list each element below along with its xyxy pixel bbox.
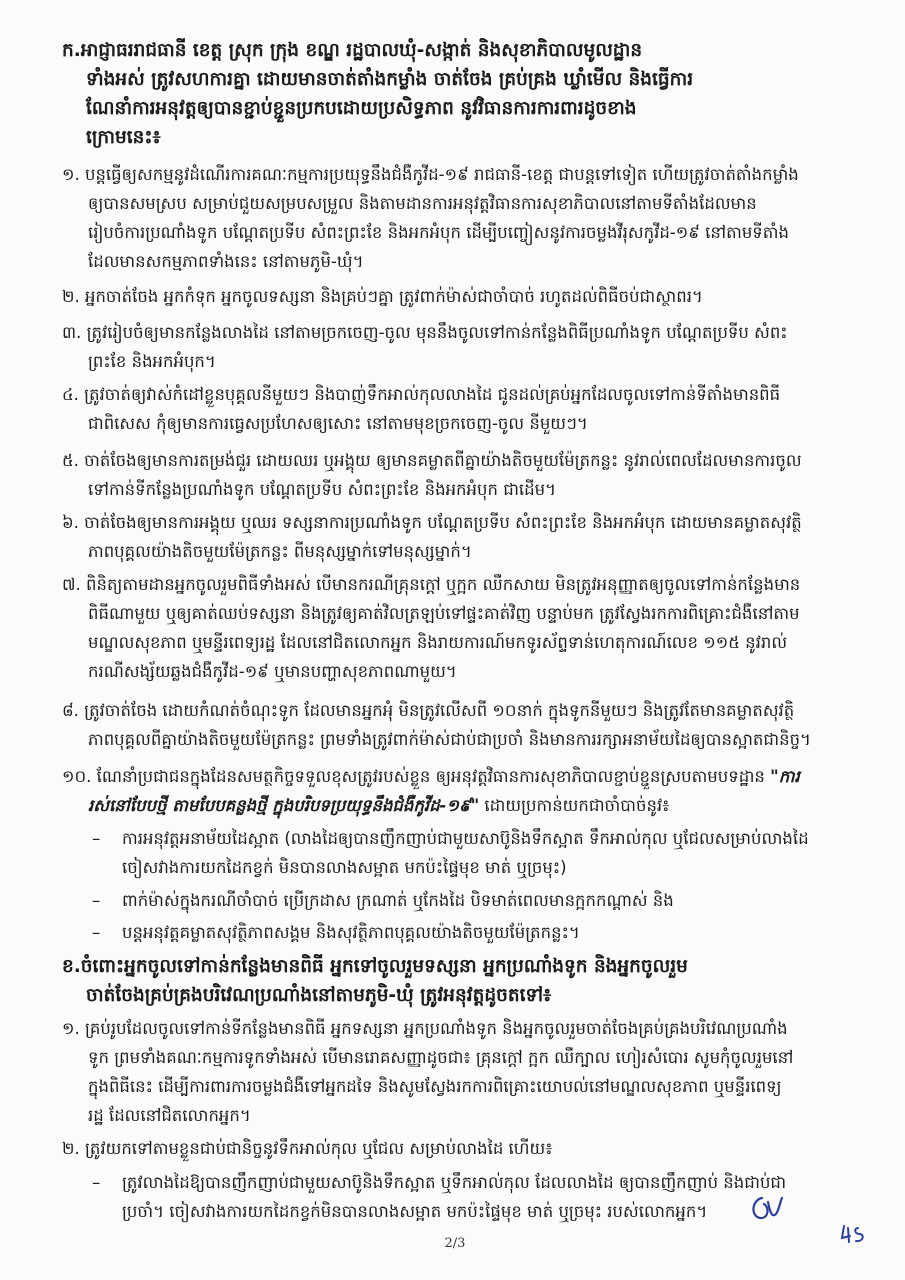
- bullet-item-kha: [92, 1168, 844, 1226]
- item-line: ១. គ្រប់រូបដែលចូលទៅកាន់ទីកន្លែងមានពិធី អ្នកទស្សនា អ្នកប្រណាំងទូក និងអ្នកចូលរួមចាត់ចែងគ្រប់គ្រងបរិវេណប្រណាំង: [62, 1019, 788, 1038]
- item-line: ឲ្យបានសមស្រប សម្រាប់ជួយសម្របសម្រួល និងតាមដានការអនុវត្តវិធានការសុខាភិបាលនៅតាមទីតាំងដែលមាន: [88, 194, 757, 213]
- item-line: ៥. ចាត់ចែងឲ្យមានការតម្រង់ជួរ ដោយឈរ ឬអង្គុយ ឲ្យមានគម្លាតពីគ្នាយ៉ាងតិចមួយម៉ែត្រកន្លះ នូវរាល់ពេលដែលមានការចូល: [62, 451, 802, 470]
- bullet-item-3: [92, 918, 844, 947]
- bullet-text: ការអនុវត្តអនាម័យដៃស្អាត (លាងដៃឲ្យបានញឹកញាប់ជាមួយសាប៊ូនិងទឹកស្អាត ទឹកអាល់កុល ឬជែលសម្រាប់លាងដៃ: [122, 829, 809, 848]
- page-number: 2/3: [444, 1236, 466, 1251]
- list-item-6: [62, 508, 842, 566]
- item-line: [62, 762, 842, 791]
- heading-line: ក.អាជ្ញាធររាជធានី ខេត្ត ស្រុក ក្រុង ខណ្ឌ រដ្ឋបាលឃុំ-សង្កាត់ និងសុខាភិបាលមូលដ្ឋាន: [62, 40, 643, 61]
- list-item-kha-1: [62, 1014, 842, 1130]
- item-line: ទូក ព្រមទាំងគណៈកម្មការទូកទាំងអស់ បើមានរោគសញ្ញាដូចជា៖ គ្រុនក្តៅ ក្អក ឈឺក្បាល ហៀរសំបោរ សូមកុំចូលរួមនៅ: [88, 1048, 794, 1067]
- item-text: ដោយប្រកាន់យកជាចាំបាច់នូវ៖: [479, 796, 670, 815]
- item-line: ពិធីណាមួយ ឬឲ្យគាត់ឈប់ទស្សនា និងត្រូវឲ្យគាត់វិលត្រឡប់ទៅផ្ទះគាត់វិញ បន្ទាប់មក ត្រូវស្វែងរកការពិគ្រោះជំងឺនៅតាម: [88, 604, 800, 623]
- item-line: ៦. ចាត់ចែងឲ្យមានការអង្គុយ ឬឈរ ទស្សនាការប្រណាំងទូក បណ្តែតប្រទីប សំពះព្រះខែ និងអកអំបុក ដោយមានគម្លាតសុវត្ថិ: [62, 513, 802, 532]
- quoted-standard-title: រស់នៅបែបថ្មី តាមបែបគន្លងថ្មី ក្នុងបរិបទប្រយុទ្ធនឹងជំងឺកូវីដ-១៩": [88, 796, 480, 815]
- dash-marker: –: [92, 829, 101, 848]
- bullet-line: [92, 1168, 844, 1197]
- handwritten-initial: [748, 1192, 788, 1226]
- handwritten-initial: [838, 1222, 872, 1246]
- item-line: [62, 791, 842, 820]
- bullet-line: ចៀសវាងការយកដៃកខ្វក់ មិនបានលាងសម្អាត មកប៉ះផ្ទៃមុខ មាត់ ឬច្រមុះ): [122, 858, 567, 877]
- heading-line: ចាត់ចែងគ្រប់គ្រងបរិវេណប្រណាំងនៅតាមភូមិ-ឃុំ ត្រូវអនុវត្តដូចតទៅ៖: [86, 985, 552, 1006]
- heading-line: ទាំងអស់ ត្រូវសហការគ្នា ដោយមានចាត់តាំងកម្លាំង ចាត់ចែង គ្រប់គ្រង ឃ្លាំមើល និងធ្វើការ: [86, 69, 694, 90]
- bullet-item-1: [92, 824, 844, 882]
- list-item-kha-2: [62, 1134, 842, 1163]
- list-item-10: [62, 762, 842, 820]
- item-line: រៀបចំការប្រណាំងទូក បណ្តែតប្រទីប សំពះព្រះខែ និងអកអំបុក ដើម្បីបញ្ចៀសនូវការចម្លងវីរុសកូវីដ-១៩ នៅតាមទីតាំង: [88, 223, 789, 242]
- item-number: ១០.: [62, 767, 92, 786]
- item-line: ករណីសង្ស័យឆ្លងជំងឺកូវីដ-១៩ ឬមានបញ្ហាសុខភាពណាមួយ។: [88, 662, 457, 681]
- list-item-1: [62, 160, 842, 276]
- item-line: ក្នុងពិធីនេះ ដើម្បីការពារការចម្លងជំងឺទៅអ្នកដទៃ និងសូមស្វែងរកការពិគ្រោះយោបល់នៅមណ្ឌលសុខភាព ឬមន្ទីរពេទ្យ: [88, 1077, 782, 1096]
- dash-marker: –: [92, 1173, 101, 1192]
- item-line: ដែលមានសកម្មភាពទាំងនេះ នៅតាមភូមិ-ឃុំ។: [88, 252, 364, 271]
- bullet-text: ពាក់ម៉ាស់ក្នុងករណីចាំបាច់ ប្រើក្រដាស ក្រណាត់ ឬកែងដៃ បិទមាត់ពេលមានក្អកកណ្តាស់ និង: [122, 891, 674, 910]
- item-text: ណែនាំប្រជាជនក្នុងដែនសមត្ថកិច្ចទទួលខុសត្រូវរបស់ខ្លួន ឲ្យអនុវត្តវិធានការសុខាភិបាលខ្ជាប់ខ្ជួនស្របតាមបទដ្ឋាន: [91, 767, 771, 786]
- item-line: ភាពបុគ្គលពីគ្នាយ៉ាងតិចមួយម៉ែត្រកន្លះ ព្រមទាំងត្រូវពាក់ម៉ាស់ជាប់ជាប្រចាំ និងមានការរក្សាអនាម័យដៃឲ្យបានស្អាតជានិច្ច។: [88, 730, 811, 749]
- item-line: ភាពបុគ្គលយ៉ាងតិចមួយម៉ែត្រកន្លះ ពីមនុស្សម្នាក់ទៅមនុស្សម្នាក់។: [88, 542, 472, 561]
- section-heading-kha: [62, 952, 837, 1010]
- item-line: ២. អ្នកចាត់ចែង អ្នកកំទុក អ្នកចូលទស្សនា និងគ្រប់ៗគ្នា ត្រូវពាក់ម៉ាស់ជាចាំបាច់ រហូតដល់ពិធីចប់ជាស្ថាពរ។: [62, 287, 703, 306]
- quoted-standard-title: "ការ: [770, 767, 800, 786]
- list-item-5: [62, 446, 842, 504]
- item-line: ៣. ត្រូវរៀបចំឲ្យមានកន្លែងលាងដៃ នៅតាមច្រកចេញ-ចូល មុននឹងចូលទៅកាន់កន្លែងពិធីប្រណាំងទូក បណ្តែតប្រទីប សំពះ: [62, 323, 788, 342]
- list-item-4: [62, 380, 842, 438]
- section-heading-ka: [62, 36, 837, 152]
- bullet-line: ប្រចាំ។ ចៀសវាងការយកដៃកខ្វក់មិនបានលាងសម្អាត មកប៉ះផ្ទៃមុខ មាត់ ឬច្រមុះ របស់លោកអ្នក។: [122, 1202, 708, 1221]
- item-line: ២. ត្រូវយកទៅតាមខ្លួនជាប់ជានិច្ចនូវទឹកអាល់កុល ឬជែល សម្រាប់លាងដៃ ហើយ៖: [62, 1139, 553, 1158]
- heading-line: ក្រោមនេះ៖: [86, 127, 161, 148]
- list-item-7: [62, 570, 842, 686]
- bullet-line: [92, 886, 844, 915]
- item-line: ៤. ត្រូវចាត់ឲ្យវាស់កំដៅខ្លួនបុគ្គលនីមួយៗ និងបាញ់ទឹកអាល់កុលលាងដៃ ជូនដល់គ្រប់អ្នកដែលចូលទៅកាន់ទីតាំងមានពិធី: [62, 385, 781, 404]
- heading-line: ណែនាំការអនុវត្តឲ្យបានខ្ជាប់ខ្ជួនប្រកបដោយប្រសិទ្ធភាព នូវវិធានការការពារដូចខាង: [86, 98, 637, 119]
- item-line: ៧. ពិនិត្យតាមដានអ្នកចូលរួមពិធីទាំងអស់ បើមានករណីគ្រុនក្តៅ ឬក្អក ឈឺកសាយ មិនត្រូវអនុញ្ញាតឲ្យចូលទៅកាន់កន្លែងមាន: [62, 575, 801, 594]
- item-line: ជាពិសេស កុំឲ្យមានការធ្វេសប្រហែសឲ្យសោះ នៅតាមមុខច្រកចេញ-ចូល នីមួយៗ។: [88, 414, 588, 433]
- list-item-3: [62, 318, 842, 376]
- item-line: ៨. ត្រូវចាត់ចែង ដោយកំណត់ចំណុះទូក ដែលមានអ្នកអុំ មិនត្រូវលើសពី ១០នាក់ ក្នុងទូកនីមួយៗ និងត្រូវតែមានគម្លាតសុវត្ថិ: [62, 701, 795, 720]
- bullet-text: ត្រូវលាងដៃឱ្យបានញឹកញាប់ជាមួយសាប៊ូនិងទឹកស្អាត ឬទឹកអាល់កុល ដែលលាងដៃ ឲ្យបានញឹកញាប់ និងជាប់ជា: [122, 1173, 787, 1192]
- item-line: រដ្ឋ ដែលនៅជិតលោកអ្នក។: [88, 1106, 251, 1125]
- dash-marker: –: [92, 923, 101, 942]
- item-line: មណ្ឌលសុខភាព ឬមន្ទីរពេទ្យរដ្ឋ ដែលនៅជិតលោកអ្នក និងរាយការណ៍មកទូរស័ព្ទទាន់ហេតុការណ៍លេខ ១១៥ នូវរាល់: [88, 633, 788, 652]
- item-line: ទៅកាន់ទីកន្លែងប្រណាំងទូក បណ្តែតប្រទីប សំពះព្រះខែ និងអកអំបុក ជាដើម។: [88, 480, 556, 499]
- item-line: ព្រះខែ និងអកអំបុក។: [88, 352, 216, 371]
- item-line: ១. បន្តធ្វើឲ្យសកម្មនូវដំណើរការគណៈកម្មការប្រយុទ្ធនឹងជំងឺកូវីដ-១៩ រាជធានី-ខេត្ត ជាបន្តទៅទៀត ហើយត្រូវចាត់តាំងកម្លាំង: [62, 165, 799, 184]
- bullet-text: បន្តអនុវត្តគម្លាតសុវត្ថិភាពសង្គម និងសុវត្ថិភាពបុគ្គលយ៉ាងតិចមួយម៉ែត្រកន្លះ។: [122, 923, 580, 942]
- list-item-8: [62, 696, 842, 754]
- dash-marker: –: [92, 891, 101, 910]
- heading-line: ខ.ចំពោះអ្នកចូលទៅកាន់កន្លែងមានពិធី អ្នកទៅចូលរួមទស្សនា អ្នកប្រណាំងទូក និងអ្នកចូលរួម: [62, 956, 688, 977]
- bullet-line: [92, 824, 844, 853]
- bullet-line: [92, 918, 844, 947]
- bullet-item-2: [92, 886, 844, 915]
- list-item-2: [62, 282, 842, 311]
